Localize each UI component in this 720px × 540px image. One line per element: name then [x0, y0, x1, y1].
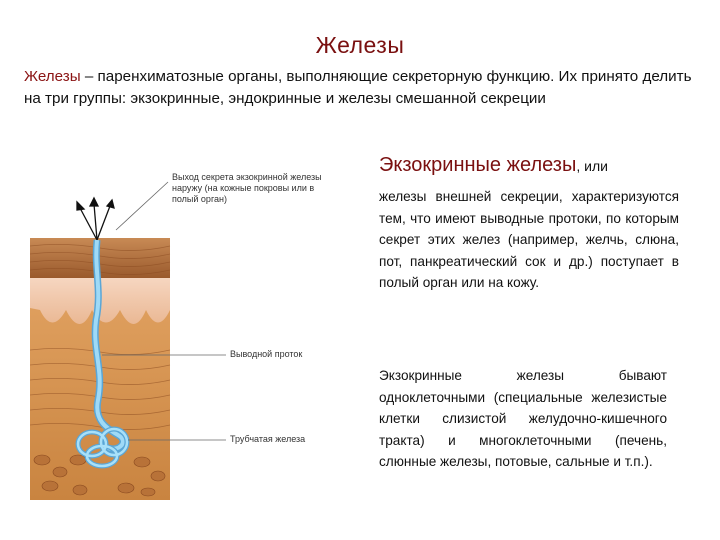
page-title: Железы — [315, 32, 405, 58]
leader-line-outlet — [116, 182, 168, 230]
exocrine-types: Экзокринные железы бывают одноклеточными (специальные железистые клетки слизистой желудочно-кишечного тракта) и многоклеточными (печень, слюнные железы, потовые, сальные и т.п.). — [379, 368, 667, 469]
exocrine-heading-text: Экзокринные железы — [379, 154, 577, 176]
exocrine-description: железы внешней секреции, характеризуются тем, что имеют выводные протоки, по которым секрет этих желез (например, желчь, слюна, пот, панкреатический сок и др.) поступает в полый орган или на кожу. — [379, 189, 679, 290]
label-secretion-outlet: Выход секрета экзокринной железы наружу (на кожные покровы или в полый орган) — [172, 172, 322, 204]
label-excretory-duct: Выводной проток — [230, 349, 303, 359]
secretion-arrows — [77, 198, 114, 240]
label-tubular-gland: Трубчатая железа — [230, 434, 306, 444]
exocrine-heading-suffix: , или — [576, 158, 608, 174]
intro-text: – паренхиматозные органы, выполняющие секреторную функцию. Их принято делить на три группы: экзокринные, эндокринные и железы смешанной секреции — [24, 68, 692, 107]
intro-term: Железы — [24, 68, 81, 85]
exocrine-heading — [379, 154, 699, 177]
gland-figure — [30, 160, 350, 500]
intro-paragraph — [24, 66, 704, 110]
gland-illustration — [30, 160, 350, 500]
